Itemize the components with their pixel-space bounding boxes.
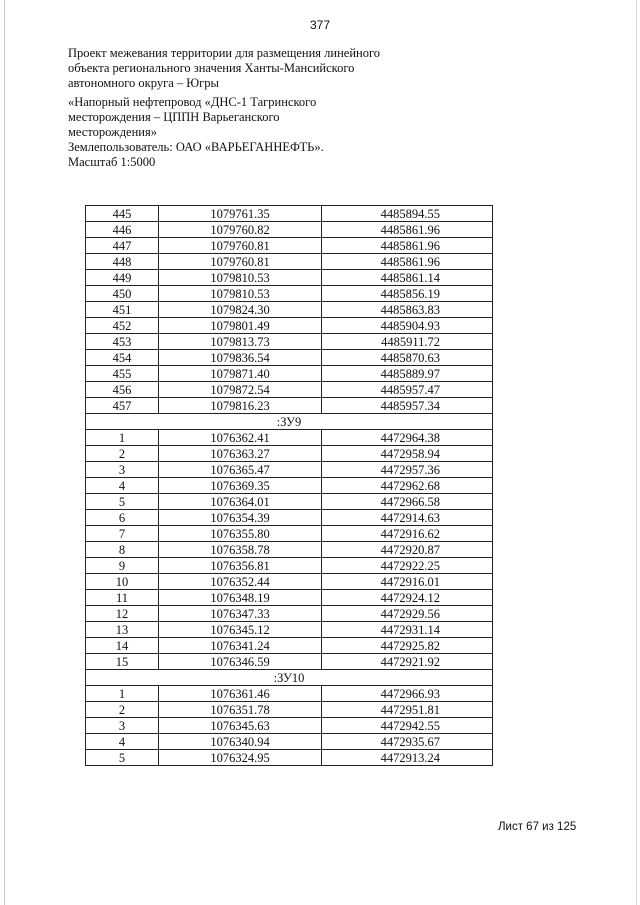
y-coordinate-cell: 4485861.96: [322, 254, 493, 270]
point-number-cell: 15: [86, 654, 159, 670]
table-row: [86, 526, 493, 542]
table-row: [86, 398, 493, 414]
point-number-cell: 10: [86, 574, 159, 590]
y-coordinate-cell: 4472957.36: [322, 462, 493, 478]
point-number-cell: 1: [86, 430, 159, 446]
y-coordinate-cell: 4472920.87: [322, 542, 493, 558]
point-number-cell: 1: [86, 686, 159, 702]
x-coordinate-cell: 1076354.39: [159, 510, 322, 526]
x-coordinate-cell: 1076351.78: [159, 702, 322, 718]
point-number-cell: 451: [86, 302, 159, 318]
table-row: [86, 542, 493, 558]
y-coordinate-cell: 4472964.38: [322, 430, 493, 446]
point-number-cell: 3: [86, 718, 159, 734]
coordinates-table: [85, 205, 493, 766]
point-number-cell: 9: [86, 558, 159, 574]
table-row: [86, 286, 493, 302]
point-number-cell: 446: [86, 222, 159, 238]
table-row: [86, 558, 493, 574]
y-coordinate-cell: 4472966.58: [322, 494, 493, 510]
x-coordinate-cell: 1079872.54: [159, 382, 322, 398]
point-number-cell: 7: [86, 526, 159, 542]
x-coordinate-cell: 1079810.53: [159, 270, 322, 286]
table-row: [86, 222, 493, 238]
y-coordinate-cell: 4472921.92: [322, 654, 493, 670]
section-header-row: [86, 414, 493, 430]
point-number-cell: 449: [86, 270, 159, 286]
y-coordinate-cell: 4485870.63: [322, 350, 493, 366]
x-coordinate-cell: 1076340.94: [159, 734, 322, 750]
x-coordinate-cell: 1076346.59: [159, 654, 322, 670]
y-coordinate-cell: 4472916.62: [322, 526, 493, 542]
project-title-line: объекта регионального значения Ханты-Мансийского: [68, 61, 355, 75]
table-row: [86, 510, 493, 526]
point-number-cell: 452: [86, 318, 159, 334]
y-coordinate-cell: 4485911.72: [322, 334, 493, 350]
table-row: [86, 734, 493, 750]
section-label: :ЗУ9: [86, 414, 493, 430]
x-coordinate-cell: 1076361.46: [159, 686, 322, 702]
table-row: [86, 446, 493, 462]
x-coordinate-cell: 1079836.54: [159, 350, 322, 366]
x-coordinate-cell: 1079816.23: [159, 398, 322, 414]
x-coordinate-cell: 1076362.41: [159, 430, 322, 446]
y-coordinate-cell: 4485904.93: [322, 318, 493, 334]
point-number-cell: 3: [86, 462, 159, 478]
x-coordinate-cell: 1076363.27: [159, 446, 322, 462]
point-number-cell: 450: [86, 286, 159, 302]
section-label: :ЗУ10: [86, 670, 493, 686]
sheet-counter: Лист 67 из 125: [498, 821, 577, 833]
y-coordinate-cell: 4472931.14: [322, 622, 493, 638]
x-coordinate-cell: 1076369.35: [159, 478, 322, 494]
point-number-cell: 4: [86, 478, 159, 494]
object-name-line: «Напорный нефтепровод «ДНС-1 Тагринского: [68, 95, 317, 109]
y-coordinate-cell: 4472913.24: [322, 750, 493, 766]
table-row: [86, 702, 493, 718]
y-coordinate-cell: 4472922.25: [322, 558, 493, 574]
point-number-cell: 8: [86, 542, 159, 558]
table-row: [86, 302, 493, 318]
table-row: [86, 478, 493, 494]
coordinates-table-body: [86, 206, 493, 766]
table-row: [86, 254, 493, 270]
x-coordinate-cell: 1076356.81: [159, 558, 322, 574]
x-coordinate-cell: 1076324.95: [159, 750, 322, 766]
project-title-line: автономного округа – Югры: [68, 76, 219, 90]
point-number-cell: 13: [86, 622, 159, 638]
x-coordinate-cell: 1076364.01: [159, 494, 322, 510]
x-coordinate-cell: 1076358.78: [159, 542, 322, 558]
table-row: [86, 750, 493, 766]
x-coordinate-cell: 1079824.30: [159, 302, 322, 318]
table-row: [86, 654, 493, 670]
table-row: [86, 574, 493, 590]
y-coordinate-cell: 4485861.96: [322, 222, 493, 238]
x-coordinate-cell: 1076352.44: [159, 574, 322, 590]
table-row: [86, 334, 493, 350]
y-coordinate-cell: 4485894.55: [322, 206, 493, 222]
y-coordinate-cell: 4472925.82: [322, 638, 493, 654]
y-coordinate-cell: 4472942.55: [322, 718, 493, 734]
x-coordinate-cell: 1076345.63: [159, 718, 322, 734]
x-coordinate-cell: 1079760.81: [159, 254, 322, 270]
table-row: [86, 718, 493, 734]
table-row: [86, 350, 493, 366]
table-row: [86, 686, 493, 702]
y-coordinate-cell: 4472935.67: [322, 734, 493, 750]
table-row: [86, 238, 493, 254]
y-coordinate-cell: 4485957.47: [322, 382, 493, 398]
y-coordinate-cell: 4485957.34: [322, 398, 493, 414]
point-number-cell: 445: [86, 206, 159, 222]
x-coordinate-cell: 1079810.53: [159, 286, 322, 302]
x-coordinate-cell: 1076341.24: [159, 638, 322, 654]
land-user: Землепользователь: ОАО «ВАРЬЕГАННЕФТЬ».: [68, 140, 324, 154]
section-header-row: [86, 670, 493, 686]
document-header: [68, 46, 398, 170]
x-coordinate-cell: 1076345.12: [159, 622, 322, 638]
table-row: [86, 638, 493, 654]
y-coordinate-cell: 4485856.19: [322, 286, 493, 302]
x-coordinate-cell: 1079760.82: [159, 222, 322, 238]
point-number-cell: 5: [86, 750, 159, 766]
point-number-cell: 453: [86, 334, 159, 350]
scan-edge-left: [4, 0, 5, 905]
point-number-cell: 11: [86, 590, 159, 606]
x-coordinate-cell: 1076348.19: [159, 590, 322, 606]
object-name-line: месторождения»: [68, 125, 157, 139]
point-number-cell: 2: [86, 702, 159, 718]
y-coordinate-cell: 4485889.97: [322, 366, 493, 382]
project-title-line: Проект межевания территории для размещения линейного: [68, 46, 381, 60]
point-number-cell: 448: [86, 254, 159, 270]
table-row: [86, 366, 493, 382]
y-coordinate-cell: 4485861.96: [322, 238, 493, 254]
table-row: [86, 590, 493, 606]
point-number-cell: 4: [86, 734, 159, 750]
x-coordinate-cell: 1079813.73: [159, 334, 322, 350]
y-coordinate-cell: 4485861.14: [322, 270, 493, 286]
point-number-cell: 2: [86, 446, 159, 462]
point-number-cell: 455: [86, 366, 159, 382]
y-coordinate-cell: 4472914.63: [322, 510, 493, 526]
point-number-cell: 447: [86, 238, 159, 254]
y-coordinate-cell: 4472962.68: [322, 478, 493, 494]
point-number-cell: 6: [86, 510, 159, 526]
point-number-cell: 12: [86, 606, 159, 622]
point-number-cell: 14: [86, 638, 159, 654]
point-number-cell: 454: [86, 350, 159, 366]
point-number-cell: 456: [86, 382, 159, 398]
table-row: [86, 622, 493, 638]
y-coordinate-cell: 4472924.12: [322, 590, 493, 606]
table-row: [86, 382, 493, 398]
y-coordinate-cell: 4472966.93: [322, 686, 493, 702]
x-coordinate-cell: 1076355.80: [159, 526, 322, 542]
y-coordinate-cell: 4472958.94: [322, 446, 493, 462]
y-coordinate-cell: 4472929.56: [322, 606, 493, 622]
x-coordinate-cell: 1079760.81: [159, 238, 322, 254]
table-row: [86, 494, 493, 510]
page-number: 377: [309, 18, 331, 32]
x-coordinate-cell: 1079801.49: [159, 318, 322, 334]
table-row: [86, 430, 493, 446]
y-coordinate-cell: 4472951.81: [322, 702, 493, 718]
point-number-cell: 457: [86, 398, 159, 414]
x-coordinate-cell: 1076365.47: [159, 462, 322, 478]
y-coordinate-cell: 4472916.01: [322, 574, 493, 590]
table-row: [86, 206, 493, 222]
map-scale: Масштаб 1:5000: [68, 155, 156, 169]
x-coordinate-cell: 1076347.33: [159, 606, 322, 622]
object-name-line: месторождения – ЦППН Варьеганского: [68, 110, 280, 124]
x-coordinate-cell: 1079871.40: [159, 366, 322, 382]
table-row: [86, 606, 493, 622]
point-number-cell: 5: [86, 494, 159, 510]
table-row: [86, 318, 493, 334]
x-coordinate-cell: 1079761.35: [159, 206, 322, 222]
table-row: [86, 462, 493, 478]
y-coordinate-cell: 4485863.83: [322, 302, 493, 318]
table-row: [86, 270, 493, 286]
scan-edge-right: [636, 0, 637, 905]
